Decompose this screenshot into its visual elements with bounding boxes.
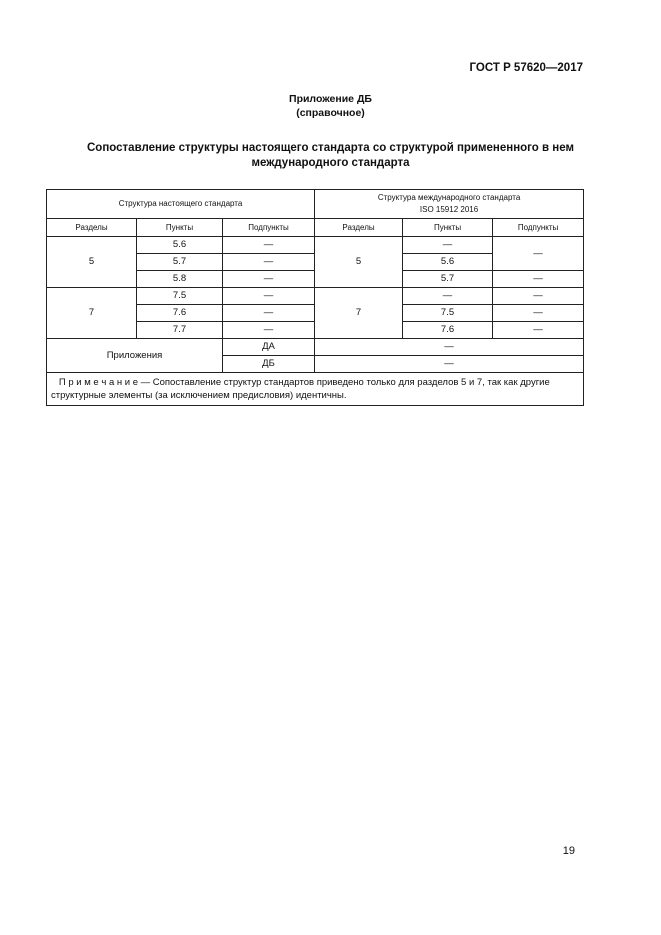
right-clause-cell: 7.6 <box>403 322 493 339</box>
group-header-current-standard: Структура настоящего стандарта <box>47 190 315 219</box>
table-note-row <box>47 373 584 406</box>
table-row <box>47 339 584 356</box>
structure-comparison-table <box>46 189 584 406</box>
left-section-cell: 5 <box>47 237 137 288</box>
note-label: П р и м е ч а н и е <box>58 377 138 388</box>
table-note-cell <box>47 373 584 406</box>
page-title <box>60 141 601 171</box>
annex-subtitle: (справочное) <box>296 107 365 119</box>
note-text: — Сопоставление структур стандартов приведено только для разделов 5 и 7, так как другие структурные элементы (за исключением предисловия) идентичны. <box>51 377 550 401</box>
column-header-sections-right: Разделы <box>315 219 403 237</box>
left-clause-cell: 5.8 <box>137 271 223 288</box>
right-section-cell: 7 <box>315 288 403 339</box>
table-row <box>47 288 584 305</box>
right-subclause-cell: — <box>493 237 584 271</box>
appendices-label-cell: Приложения <box>47 339 223 373</box>
left-subclause-cell: — <box>223 305 315 322</box>
column-header-subclauses-right: Подпункты <box>493 219 584 237</box>
right-subclause-cell: — <box>493 288 584 305</box>
left-subclause-cell: — <box>223 271 315 288</box>
annex-title: Приложение ДБ <box>289 93 372 105</box>
left-subclause-cell: — <box>223 254 315 271</box>
page-title-line-1: Сопоставление структуры настоящего стандарта со структурой примененного в нем <box>87 142 574 154</box>
column-header-clauses-left: Пункты <box>137 219 223 237</box>
left-clause-cell: 5.7 <box>137 254 223 271</box>
group-header-international-line-2: ISO 15912 2016 <box>419 205 479 214</box>
left-section-cell: 7 <box>47 288 137 339</box>
table-group-header-row <box>47 190 584 219</box>
appendix-right-cell: — <box>315 356 584 373</box>
document-code: ГОСТ Р 57620—2017 <box>469 62 583 74</box>
appendix-right-cell: — <box>315 339 584 356</box>
appendix-left-cell: ДБ <box>223 356 315 373</box>
page-number: 19 <box>562 845 575 857</box>
column-header-clauses-right: Пункты <box>403 219 493 237</box>
right-clause-cell: — <box>403 237 493 254</box>
right-section-cell: 5 <box>315 237 403 288</box>
left-clause-cell: 7.5 <box>137 288 223 305</box>
left-clause-cell: 5.6 <box>137 237 223 254</box>
appendix-left-cell: ДА <box>223 339 315 356</box>
table-column-header-row <box>47 219 584 237</box>
left-subclause-cell: — <box>223 237 315 254</box>
column-header-subclauses-left: Подпункты <box>223 219 315 237</box>
right-clause-cell: 5.7 <box>403 271 493 288</box>
right-subclause-cell: — <box>493 271 584 288</box>
annex-heading <box>0 92 661 120</box>
right-clause-cell: 5.6 <box>403 254 493 271</box>
left-subclause-cell: — <box>223 288 315 305</box>
group-header-international-line-1: Структура международного стандарта <box>377 193 521 202</box>
table-row <box>47 237 584 254</box>
right-clause-cell: — <box>403 288 493 305</box>
left-clause-cell: 7.7 <box>137 322 223 339</box>
page-title-line-2: международного стандарта <box>251 157 410 169</box>
left-subclause-cell: — <box>223 322 315 339</box>
left-clause-cell: 7.6 <box>137 305 223 322</box>
group-header-international-standard <box>315 190 584 219</box>
right-subclause-cell: — <box>493 322 584 339</box>
right-subclause-cell: — <box>493 305 584 322</box>
right-clause-cell: 7.5 <box>403 305 493 322</box>
column-header-sections-left: Разделы <box>47 219 137 237</box>
